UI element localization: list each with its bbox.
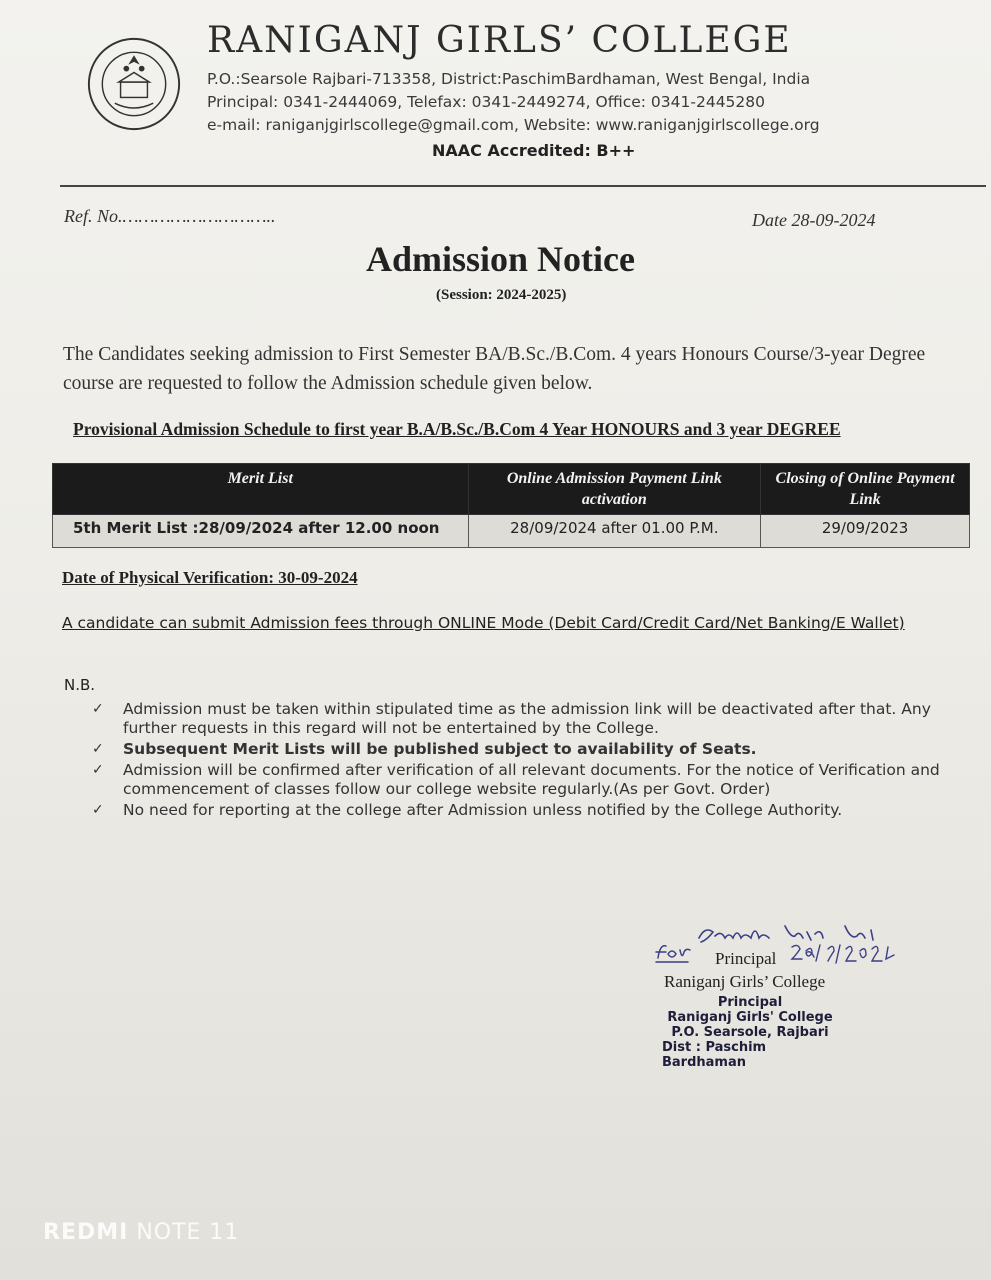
stamp-line: Raniganj Girls' College xyxy=(667,1010,833,1025)
college-phones: Principal: 0341-2444069, Telefax: 0341-2449274, Office: 0341-2445280 xyxy=(207,93,765,111)
column-header-payment-link-activation: Online Admission Payment Link activation xyxy=(468,464,761,515)
check-icon: ✓ xyxy=(92,762,104,778)
list-item xyxy=(92,761,970,799)
signatory-title: Principal xyxy=(715,949,777,968)
watermark-brand: REDMI xyxy=(43,1220,129,1245)
admission-schedule-table xyxy=(52,463,970,548)
principal-stamp xyxy=(660,995,840,1070)
stamp-line: Dist : Paschim Bardhaman xyxy=(662,1040,767,1070)
reference-number: Ref. No.……………………….. xyxy=(64,206,276,226)
nb-item-text: No need for reporting at the college after Admission unless notified by the College Authority. xyxy=(123,801,843,819)
nb-item-text: Subsequent Merit Lists will be published subject to availability of Seats. xyxy=(123,740,757,758)
nb-label: N.B. xyxy=(64,676,96,694)
notice-intro: The Candidates seeking admission to First Semester BA/B.Sc./B.Com. 4 years Honours Course/3-year Degree course are requested to follow the Admission schedule given below. xyxy=(63,344,926,394)
list-item xyxy=(92,801,970,820)
nb-item-text: Admission must be taken within stipulated time as the admission link will be deactivated after that. Any further requests in this regard will not be entertained by the College. xyxy=(123,700,931,737)
check-icon: ✓ xyxy=(92,741,104,757)
table-header-row xyxy=(53,464,970,515)
cell-merit-list: 5th Merit List :28/09/2024 after 12.00 noon xyxy=(53,515,469,548)
handwritten-for-mark xyxy=(652,940,692,966)
college-address: P.O.:Searsole Rajbari-713358, District:PaschimBardhaman, West Bengal, India xyxy=(207,70,811,88)
watermark-model: NOTE 11 xyxy=(136,1220,240,1245)
list-item xyxy=(92,740,970,759)
college-name: RANIGANJ GIRLS’ COLLEGE xyxy=(207,20,792,61)
notice-session: (Session: 2024-2025) xyxy=(436,287,567,303)
stamp-line: P.O. Searsole, Rajbari xyxy=(671,1025,829,1040)
signatory-college: Raniganj Girls’ College xyxy=(664,972,826,991)
list-item xyxy=(92,700,970,738)
nb-list xyxy=(92,700,970,822)
nb-item-text: Admission will be confirmed after verification of all relevant documents. For the notice of Verification and commencement of classes follow our college website regularly.(As per Govt. Order) xyxy=(123,761,940,798)
college-logo-emblem xyxy=(86,36,182,132)
online-payment-note: A candidate can submit Admission fees through ONLINE Mode (Debit Card/Credit Card/Net Banking/E Wallet) xyxy=(62,614,905,632)
physical-verification-date: Date of Physical Verification: 30-09-2024 xyxy=(62,568,358,587)
naac-accreditation: NAAC Accredited: B++ xyxy=(432,141,636,160)
stamp-line: Principal xyxy=(717,995,783,1010)
check-icon: ✓ xyxy=(92,701,104,717)
column-header-closing-payment-link: Closing of Online Payment Link xyxy=(761,464,970,515)
header-divider xyxy=(60,185,986,187)
cell-payment-activation: 28/09/2024 after 01.00 P.M. xyxy=(468,515,761,548)
camera-watermark xyxy=(43,1220,239,1245)
cell-payment-closing: 29/09/2023 xyxy=(761,515,970,548)
notice-date: Date 28-09-2024 xyxy=(752,210,876,230)
notice-title: Admission Notice xyxy=(366,239,635,279)
table-row xyxy=(53,515,970,548)
check-icon: ✓ xyxy=(92,802,104,818)
column-header-merit-list: Merit List xyxy=(53,464,469,515)
college-contact: e-mail: raniganjgirlscollege@gmail.com, Website: www.raniganjgirlscollege.org xyxy=(207,116,820,134)
handwritten-date xyxy=(788,941,900,965)
schedule-heading: Provisional Admission Schedule to first year B.A/B.Sc./B.Com 4 Year HONOURS and 3 year DEGREE xyxy=(73,419,841,439)
